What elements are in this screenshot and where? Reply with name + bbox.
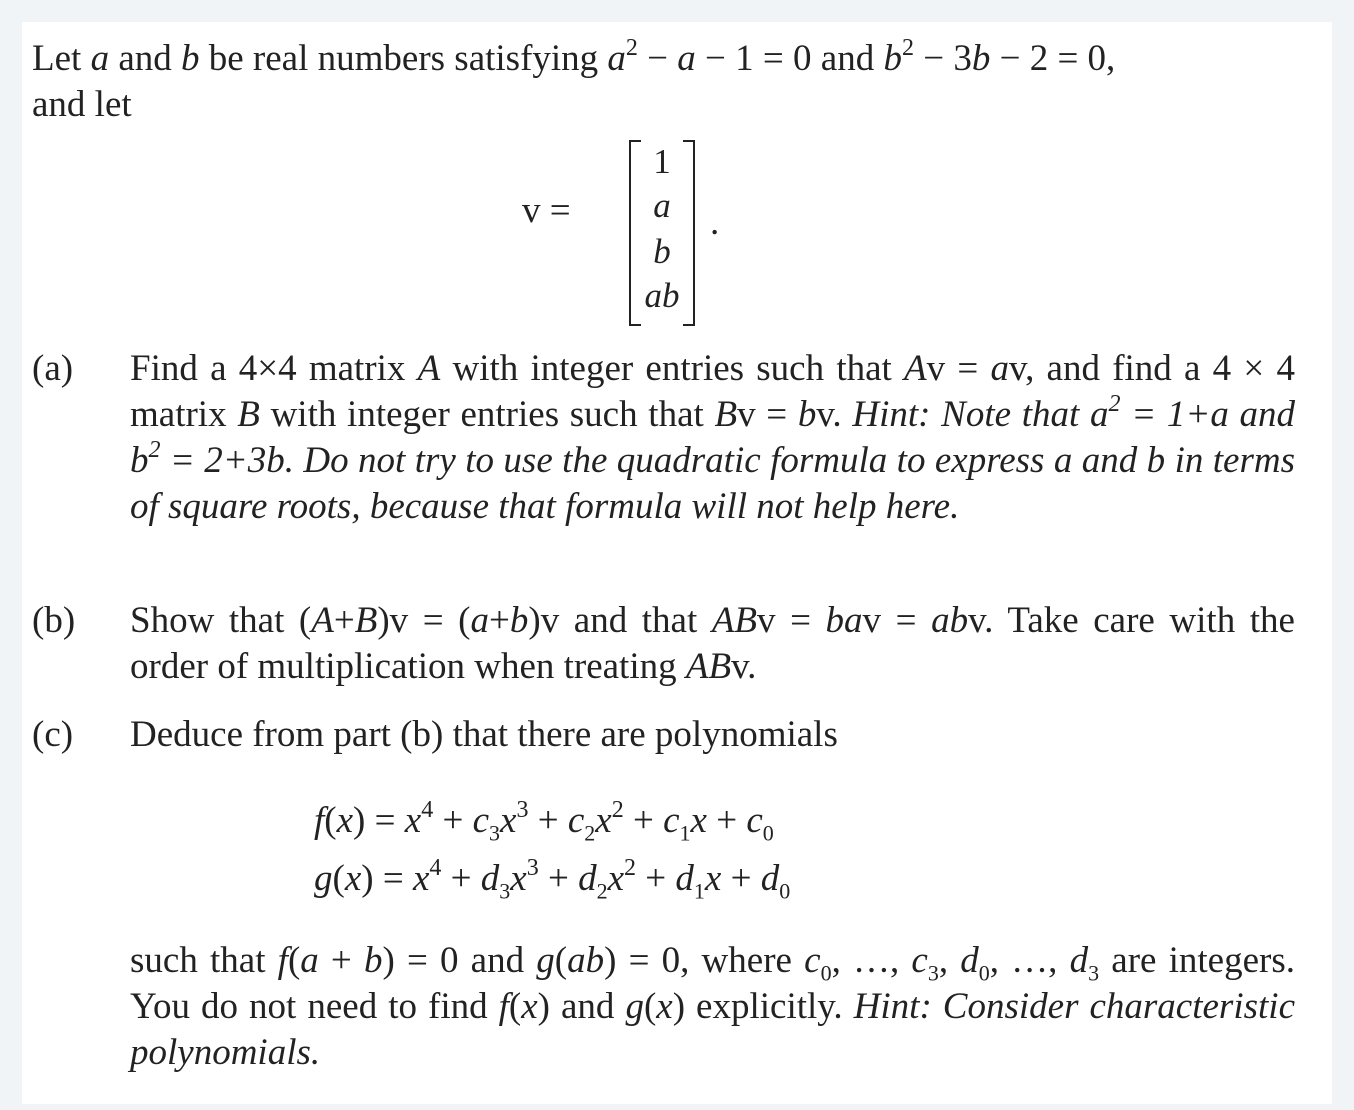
vector-entry-ab: ab [644,276,680,315]
part-a-body [130,346,1295,530]
equation-g: $g(x) = x^4 + d_3x^3 + d_2x^2 + d_1x + d_0$ [314,854,791,904]
part-a-text: Find a 4×4 matrix A with integer entries such that Av = av, and find a 4 × 4 matrix B with integer entries such that Bv = bv. [130,348,1295,435]
vector-lhs: v = [522,190,571,231]
vector-entry-a: a [653,186,671,225]
vector-entry-b: b [653,232,671,271]
part-b-body: Show that (A+B)v = (a+b)v and that ABv = bav = abv. Take care with the order of multiplication when treating ABv. [130,600,1295,687]
part-c-hint: Hint: Consider characteristic polynomials. [130,986,1295,1073]
part-c-label: (c) [32,714,74,755]
part-c-intro: Deduce from part (b) that there are polynomials [130,714,838,755]
vector-v [629,140,695,326]
part-c-conclusion: such that f(a + b) = 0 and g(ab) = 0, where $c_0$, …, $c_3$, $d_0$, …, $d_3$ are integers. You do not need to find f(x) and g(x) explicitly. Hint: Consider characteristic polynomials. [130,940,1295,1073]
equation-f: $f(x) = x^4 + c_3x^3 + c_2x^2 + c_1x + c_0$ [314,796,774,846]
intro-line-2: and let [32,84,132,125]
part-a-label: (a) [32,348,74,389]
vector-period: . [710,202,720,243]
part-b-label: (b) [32,600,76,641]
problem-page [22,22,1332,1104]
vector-entry-1: 1 [653,142,671,181]
part-a-hint: Hint: Note that $a^2 = 1+a$ and $b^2 = 2+3b$. Do not try to use the quadratic formula to express a and b in terms of square roots, because that formula will not help here. [130,390,1296,527]
intro-line-1: Let a and b be real numbers satisfying $a^2 - a - 1 = 0$ and $b^2 - 3b - 2 = 0$, [32,34,1116,79]
